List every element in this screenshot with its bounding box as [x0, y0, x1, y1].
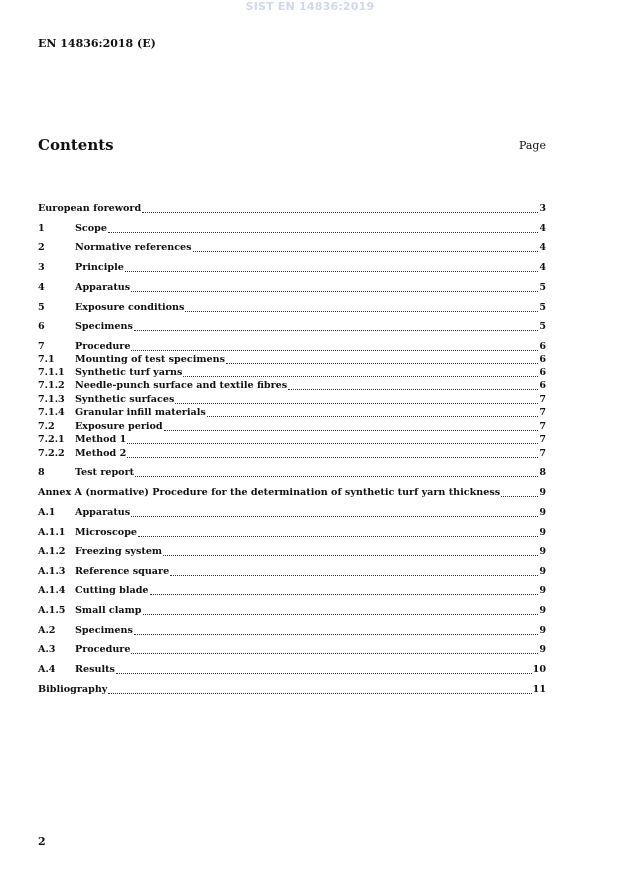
toc-entry-page: 4 [539, 242, 546, 253]
toc-entry-title: Mounting of test specimens [75, 354, 225, 365]
toc-entry[interactable] [38, 380, 546, 392]
toc-entry-page: 9 [539, 487, 546, 498]
toc-entry-number: 7 [38, 341, 45, 352]
toc-entry-page: 7 [539, 434, 546, 445]
toc-entry-number: A.2 [38, 625, 56, 636]
toc-entry[interactable] [38, 546, 546, 558]
toc-entry-page: 9 [539, 546, 546, 557]
toc-entry-number: 1 [38, 223, 45, 234]
toc-entry-number: 3 [38, 262, 45, 273]
toc-entry-title: Synthetic surfaces [75, 394, 175, 405]
toc-dot-leader [116, 672, 532, 674]
toc-entry[interactable] [38, 487, 546, 499]
toc-dot-leader [142, 211, 538, 213]
toc-dot-leader [193, 250, 539, 252]
toc-entry[interactable] [38, 644, 546, 656]
toc-entry-title: Method 2 [75, 448, 127, 459]
toc-dot-leader [207, 415, 539, 417]
toc-dot-leader [131, 652, 538, 654]
toc-dot-leader [170, 574, 538, 576]
toc-entry-number: 7.1.2 [38, 380, 65, 391]
toc-dot-leader [138, 535, 538, 537]
toc-entry-title: Granular infill materials [75, 407, 206, 418]
toc-dot-leader [108, 692, 531, 694]
toc-entry-number: A.3 [38, 644, 56, 655]
toc-entry[interactable] [38, 394, 546, 406]
toc-entry-number: 7.2 [38, 421, 55, 432]
toc-dot-leader [134, 633, 538, 635]
toc-entry-title: Test report [75, 467, 135, 478]
toc-entry-page: 7 [539, 394, 546, 405]
toc-entry-title: Results [75, 664, 115, 675]
toc-entry[interactable] [38, 566, 546, 578]
toc-entry-number: 7.1.1 [38, 367, 65, 378]
toc-entry-title: Specimens [75, 625, 133, 636]
toc-entry-page: 9 [539, 566, 546, 577]
document-id: EN 14836:2018 (E) [38, 37, 156, 50]
toc-entry-number: A.1 [38, 507, 56, 518]
toc-entry-title: Method 1 [75, 434, 127, 445]
toc-entry-title: Cutting blade [75, 585, 149, 596]
toc-entry[interactable] [38, 223, 546, 235]
toc-dot-leader [127, 456, 538, 458]
toc-entry-page: 6 [539, 354, 546, 365]
toc-entry-number: A.1.4 [38, 585, 66, 596]
toc-entry[interactable] [38, 448, 546, 460]
toc-entry-title: Exposure period [75, 421, 163, 432]
toc-entry[interactable] [38, 527, 546, 539]
toc-dot-leader [131, 290, 538, 292]
toc-entry[interactable] [38, 282, 546, 294]
toc-entry-title: Normative references [75, 242, 192, 253]
toc-entry-number: 5 [38, 302, 45, 313]
toc-entry-page: 9 [539, 605, 546, 616]
toc-entry-page: 8 [539, 467, 546, 478]
toc-entry-number: 8 [38, 467, 45, 478]
toc-entry[interactable] [38, 507, 546, 519]
toc-entry-page: 5 [539, 302, 546, 313]
toc-entry-title: Exposure conditions [75, 302, 185, 313]
toc-dot-leader [183, 375, 538, 377]
toc-entry-page: 9 [539, 625, 546, 636]
toc-entry-number: 6 [38, 321, 45, 332]
toc-entry-page: 4 [539, 223, 546, 234]
toc-entry-title: Specimens [75, 321, 133, 332]
toc-dot-leader [134, 329, 538, 331]
toc-dot-leader [125, 270, 538, 272]
toc-entry-number: 7.2.2 [38, 448, 65, 459]
toc-entry-number: 7.1 [38, 354, 55, 365]
toc-entry-number: 4 [38, 282, 45, 293]
toc-entry-title: Needle-punch surface and textile fibres [75, 380, 288, 391]
toc-dot-leader [150, 593, 539, 595]
toc-entry-title: Apparatus [75, 507, 131, 518]
toc-dot-leader [164, 429, 539, 431]
toc-entry[interactable] [38, 203, 546, 215]
toc-entry-page: 7 [539, 421, 546, 432]
toc-entry-title: Small clamp [75, 605, 142, 616]
toc-entry-page: 11 [532, 684, 546, 695]
toc-entry-title: Procedure [75, 341, 131, 352]
toc-dot-leader [175, 402, 538, 404]
toc-entry-number: A.1.2 [38, 546, 66, 557]
toc-entry[interactable] [38, 367, 546, 379]
toc-entry-title: Apparatus [75, 282, 131, 293]
toc-entry[interactable] [38, 242, 546, 254]
toc-entry-page: 6 [539, 367, 546, 378]
toc-entry-number: 2 [38, 242, 45, 253]
toc-entry[interactable] [38, 302, 546, 314]
toc-entry[interactable] [38, 354, 546, 366]
toc-entry-page: 6 [539, 380, 546, 391]
toc-entry[interactable] [38, 605, 546, 617]
toc-entry[interactable] [38, 421, 546, 433]
toc-entry[interactable] [38, 625, 546, 637]
toc-entry-page: 9 [539, 585, 546, 596]
toc-entry[interactable] [38, 407, 546, 419]
toc-dot-leader [185, 310, 538, 312]
toc-entry-number: 7.2.1 [38, 434, 65, 445]
contents-heading: Contents [38, 136, 114, 154]
toc-entry-number: A.1.1 [38, 527, 66, 538]
toc-entry-page: 9 [539, 527, 546, 538]
page-number: 2 [38, 835, 46, 848]
toc-entry-title: Microscope [75, 527, 138, 538]
toc-entry-page: 3 [539, 203, 546, 214]
toc-entry[interactable] [38, 321, 546, 333]
toc-entry-title: Scope [75, 223, 107, 234]
toc-entry-title: Bibliography [38, 684, 108, 695]
toc-entry-number: A.1.3 [38, 566, 66, 577]
toc-entry[interactable] [38, 684, 546, 696]
toc-entry-number: 7.1.3 [38, 394, 65, 405]
toc-entry-title: Freezing system [75, 546, 163, 557]
toc-entry-page: 6 [539, 341, 546, 352]
toc-dot-leader [288, 388, 538, 390]
toc-entry-number: A.4 [38, 664, 56, 675]
toc-entry[interactable] [38, 262, 546, 274]
toc-dot-leader [501, 495, 538, 497]
toc-entry[interactable] [38, 585, 546, 597]
toc-dot-leader [163, 554, 538, 556]
toc-entry-title: Reference square [75, 566, 170, 577]
toc-entry-title: Annex A (normative) Procedure for the determination of synthetic turf yarn thickness [38, 487, 501, 498]
toc-entry-number: A.1.5 [38, 605, 66, 616]
toc-entry-title: Principle [75, 262, 124, 273]
toc-entry-title: European foreword [38, 203, 142, 214]
toc-dot-leader [127, 442, 538, 444]
toc-entry-page: 9 [539, 644, 546, 655]
toc-entry-number: 7.1.4 [38, 407, 65, 418]
toc-dot-leader [108, 231, 538, 233]
toc-entry-page: 10 [532, 664, 546, 675]
toc-entry-page: 7 [539, 448, 546, 459]
toc-entry[interactable] [38, 467, 546, 479]
toc-entry-page: 7 [539, 407, 546, 418]
toc-entry-page: 5 [539, 321, 546, 332]
toc-entry-title: Procedure [75, 644, 131, 655]
toc-dot-leader [135, 475, 538, 477]
toc-entry[interactable] [38, 434, 546, 446]
toc-entry[interactable] [38, 664, 546, 676]
toc-dot-leader [131, 515, 538, 517]
toc-dot-leader [226, 362, 538, 364]
watermark: SIST EN 14836:2019 [245, 0, 375, 13]
toc-entry-page: 5 [539, 282, 546, 293]
toc-entry-page: 9 [539, 507, 546, 518]
toc-entry-page: 4 [539, 262, 546, 273]
toc-dot-leader [131, 349, 538, 351]
toc-entry[interactable] [38, 341, 546, 353]
page-column-label: Page [518, 139, 546, 152]
toc-dot-leader [143, 613, 539, 615]
toc-entry-title: Synthetic turf yarns [75, 367, 183, 378]
